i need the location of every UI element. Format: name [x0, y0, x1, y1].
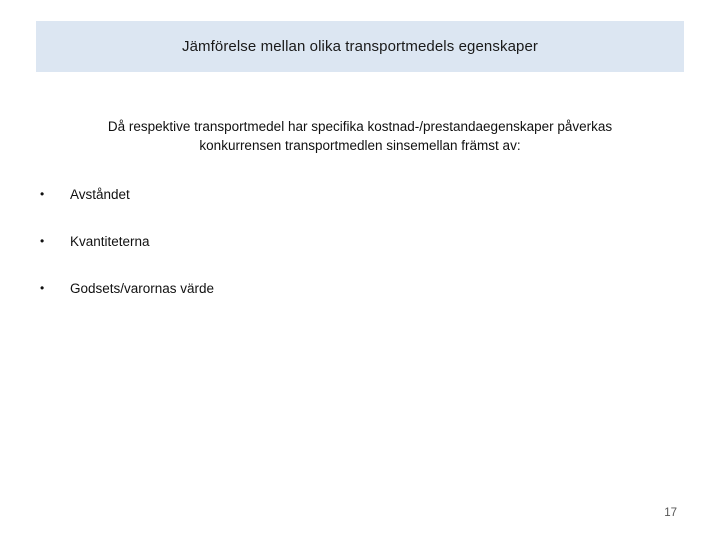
bullet-item-avstandet — [40, 184, 214, 204]
intro-paragraph — [36, 117, 684, 155]
bullet-item-godsets-varde — [40, 278, 214, 298]
bullet-icon: • — [40, 281, 45, 295]
intro-line: konkurrensen transportmedlen sinsemellan främst av: — [199, 138, 521, 153]
slide-title-bar — [36, 21, 684, 72]
bullet-list — [40, 184, 214, 325]
bullet-item-kvantiteterna — [40, 231, 214, 251]
bullet-text: Godsets/varornas värde — [70, 280, 215, 296]
bullet-icon: • — [40, 187, 45, 201]
bullet-text: Kvantiteterna — [70, 233, 150, 249]
page-number: 17 — [664, 507, 677, 519]
intro-line: Då respektive transportmedel har specifika kostnad-/prestandaegenskaper påverkas — [107, 119, 613, 134]
bullet-text: Avståndet — [70, 186, 130, 202]
slide-title: Jämförelse mellan olika transportmedels egenskaper — [181, 38, 538, 55]
bullet-icon: • — [40, 234, 45, 248]
